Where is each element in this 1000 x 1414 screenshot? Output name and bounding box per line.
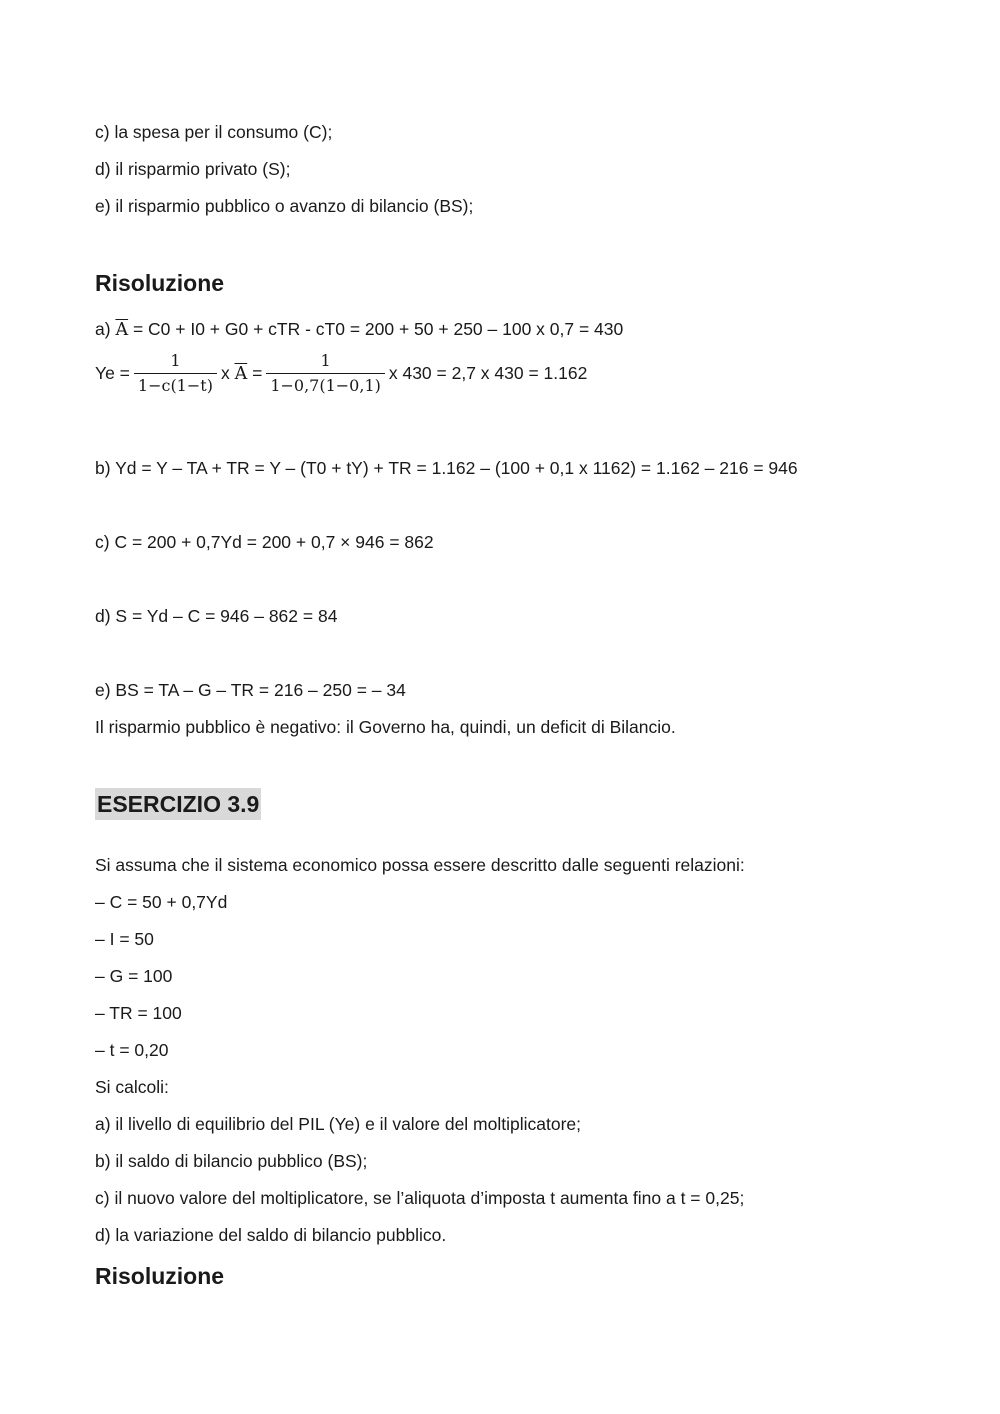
solution-d: d) S = Yd – C = 946 – 862 = 84 xyxy=(95,606,338,626)
relation-government: – G = 100 xyxy=(95,966,173,986)
relation-tax-rate: – t = 0,20 xyxy=(95,1040,169,1060)
intro-item-e: e) il risparmio pubblico o avanzo di bilancio (BS); xyxy=(95,196,474,216)
exercise-ask: Si calcoli: xyxy=(95,1077,169,1097)
numeric-fraction xyxy=(266,352,385,395)
exercise-intro: Si assuma che il sistema economico possa essere descritto dalle seguenti relazioni: xyxy=(95,855,745,875)
times-label: x xyxy=(220,363,230,383)
solution-heading: Risoluzione xyxy=(95,270,225,296)
fraction-denominator-2: 1−0,7(1−0,1) xyxy=(270,376,381,395)
solution-conclusion: Il risparmio pubblico è negativo: il Governo ha, quindi, un deficit di Bilancio. xyxy=(95,717,676,737)
solution-c: c) C = 200 + 0,7Yd = 200 + 0,7 × 946 = 862 xyxy=(95,532,434,552)
equals-sign: = xyxy=(252,363,263,383)
fraction-numerator: 1 xyxy=(134,352,217,374)
multiplier-fraction xyxy=(134,352,217,395)
question-b: b) il saldo di bilancio pubblico (BS); xyxy=(95,1151,368,1171)
solution-heading-2: Risoluzione xyxy=(95,1263,225,1289)
solution-a-line xyxy=(95,318,623,341)
solution-b: b) Yd = Y – TA + TR = Y – (T0 + tY) + TR = 1.162 – (100 + 0,1 x 1162) = 1.162 – 216 = 946 xyxy=(95,458,798,478)
a-bar-symbol-2: $\overline{A}$ xyxy=(234,363,248,384)
exercise-title: ESERCIZIO 3.9 xyxy=(95,788,261,820)
a-bar-symbol: $\overline{A}$ xyxy=(115,320,129,340)
fraction-denominator: 1−c(1−t) xyxy=(137,376,213,395)
solution-a-prefix: a) xyxy=(95,319,116,339)
relation-investment: – I = 50 xyxy=(95,929,154,949)
question-c: c) il nuovo valore del moltiplicatore, se l’aliquota d’imposta t aumenta fino a t = 0,25; xyxy=(95,1188,745,1208)
relation-consumption: – C = 50 + 0,7Yd xyxy=(95,892,228,912)
ye-equation xyxy=(95,352,587,395)
question-a: a) il livello di equilibrio del PIL (Ye) e il valore del moltiplicatore; xyxy=(95,1114,582,1134)
intro-item-c: c) la spesa per il consumo (C); xyxy=(95,122,333,142)
ye-result: x 430 = 2,7 x 430 = 1.162 xyxy=(388,363,588,383)
fraction-numerator-2: 1 xyxy=(266,352,385,374)
relation-transfers: – TR = 100 xyxy=(95,1003,182,1023)
solution-e: e) BS = TA – G – TR = 216 – 250 = – 34 xyxy=(95,680,406,700)
question-d: d) la variazione del saldo di bilancio pubblico. xyxy=(95,1225,447,1245)
solution-a-rest: = C0 + I0 + G0 + cTR - cT0 = 200 + 50 + 250 – 100 x 0,7 = 430 xyxy=(128,319,624,339)
intro-item-d: d) il risparmio privato (S); xyxy=(95,159,291,179)
ye-label: Ye = xyxy=(95,363,130,383)
